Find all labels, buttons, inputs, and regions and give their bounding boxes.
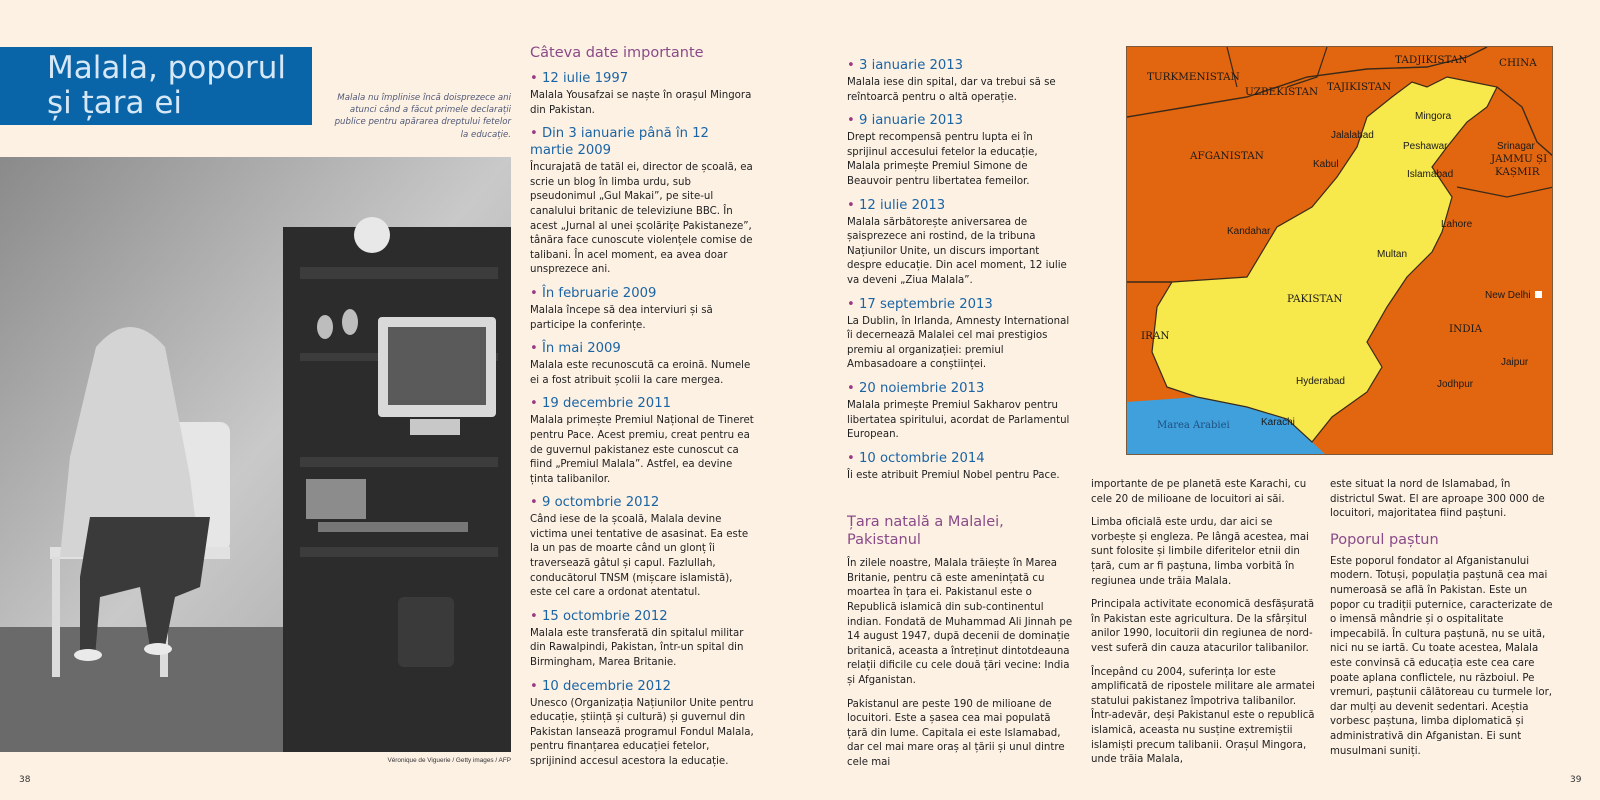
country-paragraph: În zilele noastre, Malala trăiește în Marea Britanie, pentru că este amenințată cu moartea în țara ei. Pakistanul este o Republică islamică din sub-continentul indian. Fondată de Muhammad Ali Jinnah pe 14 august 1947, după decenii de dominație britanică, aceasta a întreținut dintotdeauna relații dificile cu cele două țări vecine: India și Afganistan. [847,558,1073,687]
map-city-jaipur: Jaipur [1501,357,1529,368]
body-paragraph: importante de pe planetă este Karachi, cu cele 20 de milioane de locuitori ai săi. [1091,479,1307,505]
event-date-text: Din 3 ianuarie până în 12 martie 2009 [530,126,709,159]
people-heading: Poporul paștun [1330,531,1439,548]
body-paragraph: Principala activitate economică desfășurată în Pakistan este agricultura. De la sfârșitul anilor 1990, locuitorii din regiunea de nord-vest suferă din cauza atacurilor talibanilor. [1091,599,1315,654]
country-heading: Țara natală a Malalei, Pakistanul [847,514,1004,549]
map-city-multan: Multan [1377,249,1408,260]
photo-illustration [0,157,511,752]
map-city-srinagar: Srinagar [1497,141,1535,152]
map-city-peshawar: Peshawar [1403,141,1448,152]
event-date [530,285,756,302]
event-date-text: 19 decembrie 2011 [541,396,671,412]
timeline-list-1 [530,70,756,770]
timeline-event [847,112,1073,189]
bullet-icon: • [530,285,542,301]
event-date-text: În februarie 2009 [541,285,657,301]
event-date [847,197,1073,214]
event-date-text: 15 octombrie 2012 [541,608,668,624]
map-illustration [1127,47,1553,455]
page-number-left: 38 [19,775,31,785]
event-date [847,112,1073,129]
map-city-kandahar: Kandahar [1227,226,1271,237]
event-date [847,380,1073,397]
timeline-event [847,197,1073,289]
event-date [847,296,1073,313]
bullet-icon: • [530,495,542,511]
map-city-lahore: Lahore [1441,219,1473,230]
event-date [847,57,1073,74]
country-paragraph: Pakistanul are peste 190 de milioane de locuitori. Este a șasea cea mai populată țară din lume. Capitala ei este Islamabad, dar cel mai mare oraș al țării și unul dintre cele mai [847,698,1065,768]
event-text: Unesco (Organizația Națiunilor Unite pentru educație, știință și cultură) și guvernul din Pakistan lansează programul Fondul Malala, pentru finanțarea educației fetelor, sprijinind accesul acestora la educație. [530,697,754,767]
title-banner [0,47,312,125]
map-city-mingora: Mingora [1415,111,1452,122]
event-text: Când iese de la școală, Malala devine victima unei tentative de asasinat. Ea este la un pas de moarte când un glonț îi traversează gâtul și capul. Fazlullah, conducătorul TNSM (mișcare islamistă), este cel care a ordonat atentatul. [530,514,749,599]
bullet-icon: • [847,58,859,73]
timeline-column-2 [847,57,1073,780]
event-date [847,450,1073,467]
bullet-icon: • [847,197,859,213]
event-date [530,494,756,511]
body-paragraph: Începând cu 2004, suferința lor este amplificată de ripostele militare ale armatei statului pakistanez împotriva talibanilor. Într-adevăr, deși Pakistanul este o republică islamică, aceasta nu susține extremiștii islamiști precum talibanii. Orașul Mingora, unde trăia Malala, [1091,666,1315,766]
event-date-text: În mai 2009 [541,341,621,357]
timeline-event [530,340,756,388]
event-text: Malala începe să dea interviuri și să participe la conferințe. [530,304,713,331]
map-label-kasmir: KAȘMIR [1495,166,1540,178]
text-column-3 [1091,478,1317,777]
map-label-tajikistan: TAJIKISTAN [1327,81,1392,93]
map-label-tadjikistan: TADJIKISTAN [1395,54,1468,66]
page-title: Malala, poporul și țara ei [47,50,286,121]
map-city-karachi: Karachi [1261,417,1295,428]
event-date-text: 17 septembrie 2013 [858,296,993,312]
map-city-hyderabad: Hyderabad [1296,376,1345,387]
event-date [530,395,756,412]
people-paragraph: Este poporul fondator al Afganistanului modern. Totuși, populația paștună cea mai numeroasă se află în Pakistan. Este un popor cu tradiții puternice, caracterizate de o imensă mândrie și o ospitalitate impecabilă. În cultura paștună, nu se uită, nici nu se iartă. Cu toate acestea, Malala este convinsă că educația este cea care poate aplana conflictele, nu războiul. Pe vremuri, paștunii călătoreau cu turmele lor, dar mulți au devenit sedentari. Aceștia vorbesc paștuna, limba diplomatică și administrativă din Afganistan. Ei sunt musulmani suniți. [1330,555,1553,757]
event-date-text: 12 iulie 2013 [858,197,946,213]
map-label-pakistan: PAKISTAN [1287,293,1343,305]
bullet-icon: • [847,113,859,129]
timeline-list-2 [847,57,1073,483]
event-date [530,678,756,695]
event-date [530,70,756,87]
map-label-iran: IRAN [1141,330,1170,342]
timeline-event [530,494,756,601]
bullet-icon: • [847,450,859,466]
bullet-icon: • [530,71,542,86]
bullet-icon: • [847,296,859,312]
timeline-event [530,285,756,333]
event-date-text: 10 octombrie 2014 [858,450,985,466]
event-date-text: 10 decembrie 2012 [541,678,671,694]
timeline-event [530,125,756,278]
map-label-turkmenistan: TURKMENISTAN [1147,71,1240,83]
event-text: Încurajată de tatăl ei, director de școală, ea scrie un blog în limba urdu, sub pseudonimul „Gul Makai”, pe site-ul canalului britanic de televiziune BBC. În acest „Jurnal al unei școlărițe Pakistaneze”, tânăra face cunoscute violențele comise de talibani. În acel moment, ea avea doar unsprezece ani. [530,162,753,276]
map-city-new-delhi: New Delhi [1485,290,1531,301]
body-paragraph: Limba oficială este urdu, dar aici se vorbește și engleza. Pe lângă acestea, mai sunt folosite și limbile diferitelor etnii din țară, cum ar fi paștuna, limba vorbită în regiunea unde trăia Malala. [1091,517,1309,587]
map-label-india: INDIA [1449,323,1483,335]
timeline-event [847,57,1073,105]
map-sea-label: Marea Arabiei [1157,420,1230,431]
new-delhi-marker [1535,291,1542,298]
bullet-icon: • [530,341,542,357]
event-text: Drept recompensă pentru lupta ei în sprijinul accesului fetelor la educație, Malala primește Premiul Simone de Beauvoir pentru libertatea femeilor. [847,132,1038,187]
timeline-heading: Câteva date importante [530,45,704,61]
photo-malala [0,157,511,752]
map-label-jammu: JAMMU ȘI [1491,153,1548,165]
bullet-icon: • [530,396,542,412]
bullet-icon: • [530,608,542,624]
event-date-text: 9 ianuarie 2013 [858,113,964,129]
map-label-uzbekistan: UZBEKISTAN [1245,86,1319,98]
event-date [530,125,756,159]
event-text: Malala este transferată din spitalul militar din Rawalpindi, Pakistan, într-un spital din Birmingham, Marea Britanie. [530,627,744,669]
timeline-event [847,450,1073,484]
event-text: Îi este atribuit Premiul Nobel pentru Pace. [847,469,1060,481]
map-label-china: CHINA [1499,57,1537,69]
event-text: Malala sărbătorește aniversarea de șaisprezece ani rostind, de la tribuna Națiunilor Unite, un discurs important despre educație. Din acel moment, 12 iulie va deveni „Ziua Malala”. [847,216,1067,286]
map-city-kabul: Kabul [1313,159,1339,170]
event-text: La Dublin, în Irlanda, Amnesty International îi decernează Malalei cel mai prestigios premiu al organizației: premiul Ambasadoare a conștiinței. [847,315,1070,371]
text-column-4 [1330,478,1556,768]
event-text: Malala primește Premiul Național de Tineret pentru Pace. Acest premiu, creat pentru ea de guvernul pakistanez este cunoscut ca fiind „Premiul Malala”. Astfel, ea devine ținta talibanilor. [530,415,754,485]
timeline-event [847,380,1073,443]
pakistan-map [1126,46,1553,455]
bullet-icon: • [530,678,542,694]
event-date-text: 3 ianuarie 2013 [858,58,964,73]
map-label-afganistan: AFGANISTAN [1190,150,1264,162]
bullet-icon: • [847,380,859,396]
timeline-event [530,608,756,671]
event-date-text: 12 iulie 1997 [541,71,629,86]
event-text: Malala este recunoscută ca eroină. Numele ei a fost atribuit școlii la care mergea. [530,360,751,386]
event-date-text: 20 noiembrie 2013 [858,380,985,396]
timeline-event [530,678,756,770]
event-date [530,608,756,625]
event-date-text: 9 octombrie 2012 [541,495,660,511]
timeline-event [530,70,756,118]
event-text: Malala primește Premiul Sakharov pentru libertatea spiritului, acordat de Parlamentul European. [847,399,1070,441]
event-text: Malala Yousafzai se naște în orașul Mingora din Pakistan. [530,90,752,116]
event-text: Malala iese din spital, dar va trebui să se reîntoarcă pentru o altă operație. [847,77,1056,103]
timeline-event [530,395,756,487]
body-paragraph: este situat la nord de Islamabad, în districtul Swat. El are aproape 300 000 de locuitori, majoritatea fiind paștuni. [1330,479,1545,520]
bullet-icon: • [530,126,542,142]
page-number-right: 39 [1570,775,1582,785]
event-date [530,340,756,357]
photo-caption: Malala nu împlinise încă doisprezece ani atunci când a făcut primele declarații publice pentru apărarea dreptului fetelor la educație. [334,93,511,140]
timeline-column-1 [530,44,756,777]
map-city-islamabad: Islamabad [1407,169,1454,180]
timeline-event [847,296,1073,373]
map-city-jodhpur: Jodhpur [1437,379,1474,390]
photo-credit: Véronique de Viguerie / Getty images / AFP [387,757,511,764]
map-city-jalalabad: Jalalabad [1331,130,1374,141]
